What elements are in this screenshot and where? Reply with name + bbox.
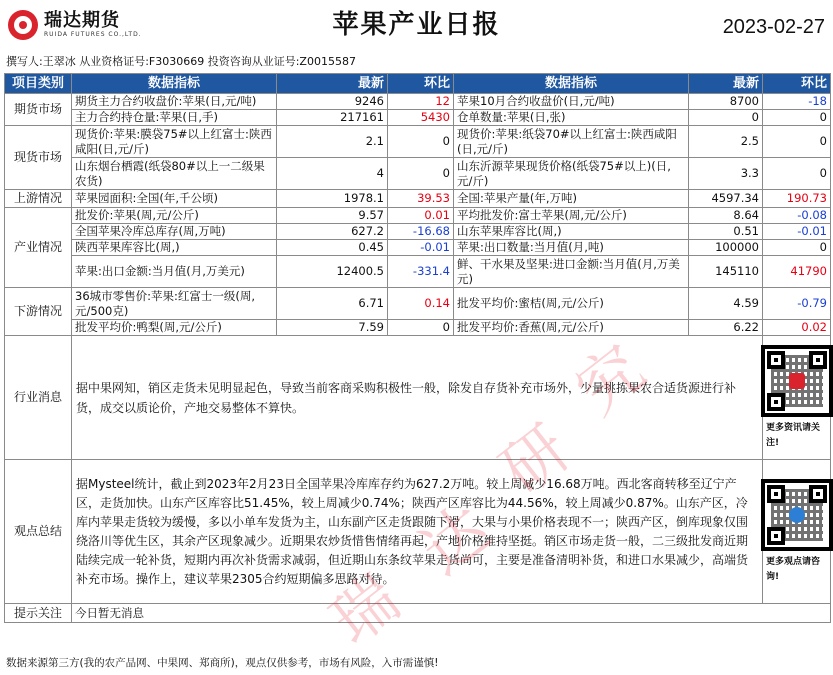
indicator-name: 现货价:苹果:纸袋70#以上红富士:陕西咸阳(日,元/斤) [454, 126, 689, 158]
change-value: 190.73 [763, 190, 831, 208]
change-value: -0.01 [388, 240, 454, 256]
table-row [5, 320, 831, 336]
change-value: 0 [763, 240, 831, 256]
change-value: 39.53 [388, 190, 454, 208]
change-value: -16.68 [388, 224, 454, 240]
indicator-name: 批发平均价:鸭梨(周,元/公斤) [72, 320, 277, 336]
qr-cell-opinion [763, 460, 831, 604]
latest-value: 7.59 [277, 320, 388, 336]
change-value: -18 [763, 94, 831, 110]
latest-value: 100000 [689, 240, 763, 256]
watermark-char: 瑞 [317, 561, 414, 660]
change-value: 41790 [763, 256, 831, 288]
indicator-name: 仓单数量:苹果(日,张) [454, 110, 689, 126]
indicator-name: 主力合约持仓量:苹果(日,手) [72, 110, 277, 126]
opinion-text: 据Mysteel统计，截止到2023年2月23日全国苹果冷库库存约为627.2万吨。较上周减少16.68万吨。西北客商转移至辽宁产区，走货加快。山东产区库容比51.45%，较上周减少0.74%；陕西产区库容比为44.56%，较上周减少0.87%。山东产区，冷库内苹果走货较为缓慢，多以小单车发货为主，山东副产区走货跟随下滑，大果与小果价格表现不一；陕西产区，倒库现象仅围绕洛川等优生区，其余产区现象减少。近期果农炒货惜售情绪再起，产地价格维持坚挺。销区市场走货一般，二三级批发商近期陆续完成一轮补货，短期内再次补货需求减弱，但近期山东条纹苹果走货尚可，主要是准备清明补货，和进口水果减少，高端货补充市场。操作上，建议苹果2305合约短期偏多思路对待。 [72, 460, 763, 604]
category-downstream: 下游情况 [5, 288, 72, 336]
author-line: 撰写人:王翠冰 从业资格证号:F3030669 投资咨询从业证号:Z0015587 [6, 55, 356, 68]
latest-value: 4.59 [689, 288, 763, 320]
table-row [5, 256, 831, 288]
logo-name-en: RUIDA FUTURES CO.,LTD. [44, 31, 142, 38]
header-indicator-left: 数据指标 [72, 74, 277, 94]
latest-value: 2.1 [277, 126, 388, 158]
change-value: 12 [388, 94, 454, 110]
latest-value: 8700 [689, 94, 763, 110]
report-date: 2023-02-27 [722, 16, 825, 38]
indicator-name: 36城市零售价:苹果:红富士一级(周,元/500克) [72, 288, 277, 320]
indicator-name: 山东苹果库容比(周,) [454, 224, 689, 240]
indicator-name: 苹果园面积:全国(年,千公顷) [72, 190, 277, 208]
change-value: -0.01 [763, 224, 831, 240]
tips-row [5, 604, 831, 623]
indicator-name: 批发价:苹果(周,元/公斤) [72, 208, 277, 224]
change-value: 0.01 [388, 208, 454, 224]
report-title: 苹果产业日报 [332, 10, 501, 40]
category-tips: 提示关注 [5, 604, 72, 623]
indicator-name: 平均批发价:富士苹果(周,元/公斤) [454, 208, 689, 224]
indicator-name: 期货主力合约收盘价:苹果(日,元/吨) [72, 94, 277, 110]
latest-value: 12400.5 [277, 256, 388, 288]
change-value: 0 [763, 158, 831, 190]
latest-value: 145110 [689, 256, 763, 288]
indicator-name: 山东烟台栖霞(纸袋80#以上一二级果农货) [72, 158, 277, 190]
table-row [5, 94, 831, 110]
category-futures: 期货市场 [5, 94, 72, 126]
latest-value: 2.5 [689, 126, 763, 158]
latest-value: 3.3 [689, 158, 763, 190]
latest-value: 0.45 [277, 240, 388, 256]
logo-name-cn: 瑞达期货 [44, 10, 120, 31]
latest-value: 6.71 [277, 288, 388, 320]
indicator-name: 批发平均价:蜜桔(周,元/公斤) [454, 288, 689, 320]
latest-value: 1978.1 [277, 190, 388, 208]
change-value: 0.14 [388, 288, 454, 320]
opinion-row [5, 460, 831, 604]
qr-code-icon[interactable] [761, 345, 833, 417]
change-value: 0 [763, 110, 831, 126]
latest-value: 6.22 [689, 320, 763, 336]
qr-caption: 更多观点请咨询! [766, 556, 821, 582]
qr-code-icon[interactable] [761, 479, 833, 551]
category-industry: 产业情况 [5, 208, 72, 288]
indicator-name: 苹果:出口金额:当月值(月,万美元) [72, 256, 277, 288]
latest-value: 627.2 [277, 224, 388, 240]
indicator-name: 鲜、干水果及坚果:进口金额:当月值(月,万美元) [454, 256, 689, 288]
indicator-name: 苹果10月合约收盘价(日,元/吨) [454, 94, 689, 110]
table-row [5, 240, 831, 256]
change-value: 0 [388, 126, 454, 158]
latest-value: 9246 [277, 94, 388, 110]
header-change-right: 环比 [763, 74, 831, 94]
change-value: 0 [388, 158, 454, 190]
category-spot: 现货市场 [5, 126, 72, 190]
latest-value: 4597.34 [689, 190, 763, 208]
indicator-name: 全国:苹果产量(年,万吨) [454, 190, 689, 208]
indicator-name: 陕西苹果库容比(周,) [72, 240, 277, 256]
change-value: -331.4 [388, 256, 454, 288]
header-latest-right: 最新 [689, 74, 763, 94]
header-latest-left: 最新 [277, 74, 388, 94]
change-value: -0.79 [763, 288, 831, 320]
table-row [5, 208, 831, 224]
table-header-row [5, 74, 831, 94]
header-change-left: 环比 [388, 74, 454, 94]
category-upstream: 上游情况 [5, 190, 72, 208]
latest-value: 0 [689, 110, 763, 126]
latest-value: 0.51 [689, 224, 763, 240]
change-value: 0 [388, 320, 454, 336]
header-category: 项目类别 [5, 74, 72, 94]
indicator-name: 批发平均价:香蕉(周,元/公斤) [454, 320, 689, 336]
report-header [0, 0, 833, 54]
watermark-char: 究 [562, 331, 659, 430]
change-value: 0 [763, 126, 831, 158]
news-text: 据中果网知，销区走货未见明显起色，导致当前客商采购积极性一般，除发自存货补充市场外，少量挑拣果农合适货源进行补货，成交以质论价，产地交易整体不算快。 [72, 336, 763, 460]
change-value: 0.02 [763, 320, 831, 336]
watermark-char: 研 [487, 411, 584, 510]
tips-text: 今日暂无消息 [72, 604, 831, 623]
watermark-char: 达 [407, 491, 504, 590]
table-row [5, 288, 831, 320]
change-value: -0.08 [763, 208, 831, 224]
category-opinion: 观点总结 [5, 460, 72, 604]
indicator-name: 全国苹果冷库总库存(周,万吨) [72, 224, 277, 240]
change-value: 5430 [388, 110, 454, 126]
table-row [5, 110, 831, 126]
latest-value: 9.57 [277, 208, 388, 224]
table-row [5, 224, 831, 240]
news-row [5, 336, 831, 460]
latest-value: 8.64 [689, 208, 763, 224]
footer-disclaimer: 数据来源第三方(我的农产品网、中果网、郑商所)，观点仅供参考，市场有风险，入市需谨慎! [6, 657, 439, 669]
table-row [5, 158, 831, 190]
table-row [5, 190, 831, 208]
category-news: 行业消息 [5, 336, 72, 460]
qr-caption: 更多资讯请关注! [766, 422, 821, 448]
latest-value: 217161 [277, 110, 388, 126]
indicator-name: 山东沂源苹果现货价格(纸袋75#以上)(日,元/斤) [454, 158, 689, 190]
data-table [4, 73, 831, 623]
indicator-name: 现货价:苹果:膜袋75#以上红富士:陕西咸阳(日,元/斤) [72, 126, 277, 158]
qr-cell-news [763, 336, 831, 460]
header-indicator-right: 数据指标 [454, 74, 689, 94]
table-row [5, 126, 831, 158]
latest-value: 4 [277, 158, 388, 190]
indicator-name: 苹果:出口数量:当月值(月,吨) [454, 240, 689, 256]
